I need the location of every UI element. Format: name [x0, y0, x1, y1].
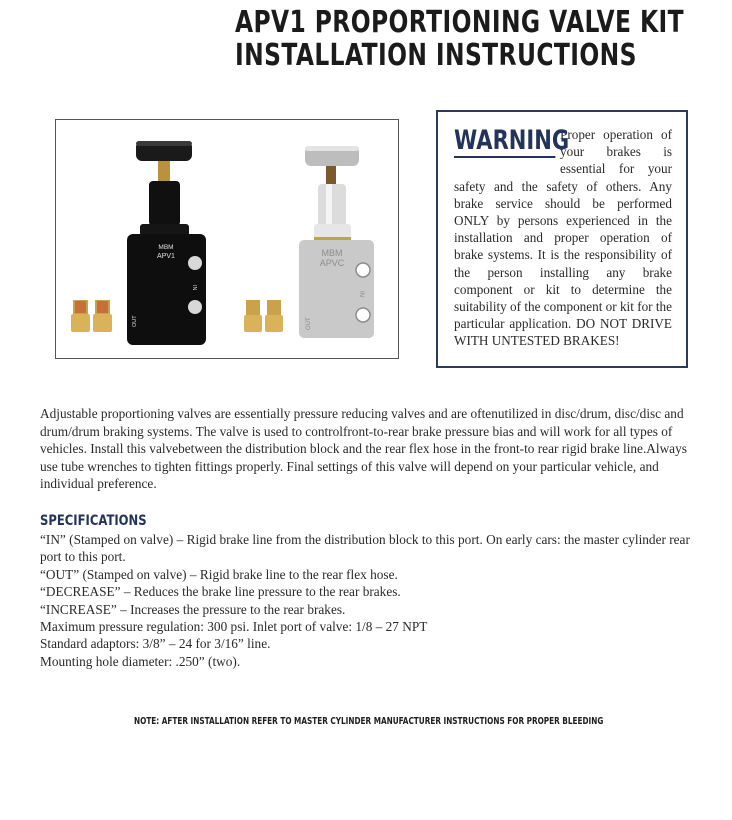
warning-content: [454, 126, 672, 350]
page-title: [235, 5, 684, 73]
black-valve-image: [127, 141, 206, 345]
black-valve-port-in: IN: [191, 285, 197, 291]
black-valve-label-2: APV1: [157, 253, 175, 260]
spec-line: Maximum pressure regulation: 300 psi. Inlet port of valve: 1/8 – 27 NPT: [40, 619, 428, 635]
warning-heading: WARNING: [454, 125, 570, 156]
specifications-heading: SPECIFICATIONS: [40, 513, 147, 529]
spec-line: “DECREASE” – Reduces the brake line pressure to the rear brakes.: [40, 584, 401, 600]
spec-line: “IN” (Stamped on valve) – Rigid brake line from the distribution block to this port. On early cars: the master cylinder rear port to this port.: [40, 532, 690, 565]
spec-line: “INCREASE” – Increases the pressure to the rear brakes.: [40, 601, 346, 617]
specifications-list: [40, 531, 700, 670]
brass-fittings-left: [71, 300, 112, 332]
bleeding-note: NOTE: AFTER INSTALLATION REFER TO MASTER CYLINDER MANUFACTURER INSTRUCTIONS FOR PROPER BLEEDING: [134, 716, 604, 727]
silver-valve-label-1: MBM: [321, 248, 343, 258]
spec-line: Standard adaptors: 3/8” – 24 for 3/16” line.: [40, 636, 271, 652]
spec-line: “OUT” (Stamped on valve) – Rigid brake line to the rear flex hose.: [40, 566, 398, 582]
silver-valve-label-2: APVC: [319, 258, 345, 268]
silver-valve-image: [299, 146, 374, 338]
title-line-1: APV1 PROPORTIONING VALVE KIT: [235, 5, 684, 40]
silver-valve-port-in: IN: [358, 291, 364, 297]
valve-kit-illustration: [56, 120, 398, 358]
title-line-2: INSTALLATION INSTRUCTIONS: [235, 38, 637, 73]
product-photo: [55, 119, 399, 359]
black-valve-label-1: MBM: [158, 244, 174, 251]
black-valve-port-out: OUT: [132, 315, 138, 327]
brass-fittings-right: [244, 300, 283, 332]
spec-line: Mounting hole diameter: .250” (two).: [40, 653, 241, 669]
silver-valve-port-out: OUT: [306, 317, 312, 330]
warning-text: Proper operation of your brakes is essential for your safety and the safety of others. Any brake service should be performed ONLY by persons experienced in the installation and proper operation of brake systems. It is the responsibility of the person installing any brake component or kit to determine the suitability of the component or kit for the particular application. DO NOT DRIVE WITH UNTESTED BRAKES!: [454, 127, 672, 349]
intro-paragraph: Adjustable proportioning valves are essentially pressure reducing valves and are oftenutilized in disc/drum, disc/disc and drum/drum braking systems. The valve is used to controlfront-to-rear brake pressure bias and will work for all types of vehicles. Install this valvebetween the distribution block and the rear flex hose in the front-to rear rigid brake line.Always use tube wrenches to tighten fittings properly. Final settings of this valve will depend on your particular vehicle, and individual preference.: [40, 406, 687, 492]
warning-box: [436, 110, 688, 368]
